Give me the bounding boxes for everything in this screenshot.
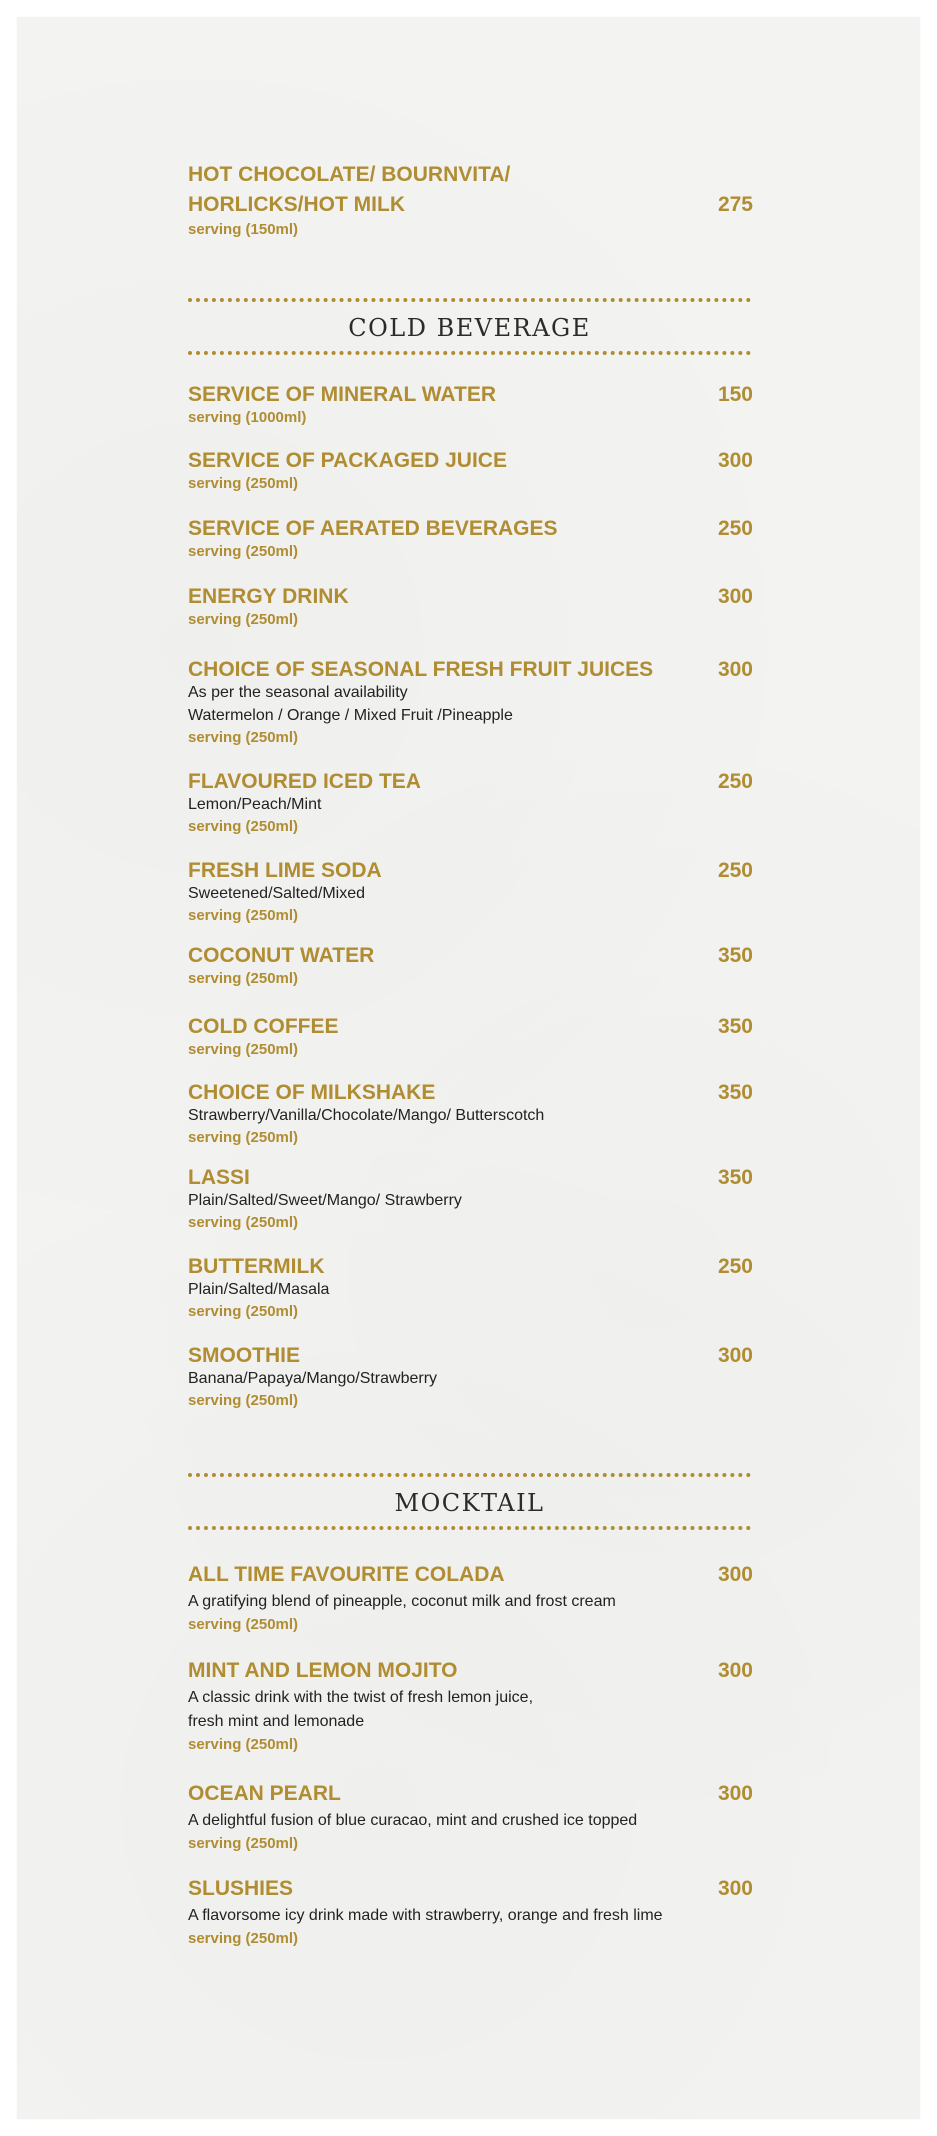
item-serving: serving (250ml) <box>188 1616 299 1633</box>
item-price: 300 <box>717 1563 753 1586</box>
item-title: SERVICE OF AERATED BEVERAGES <box>188 517 558 540</box>
item-serving: serving (250ml) <box>188 1736 299 1753</box>
item-description: Banana/Papaya/Mango/Strawberry <box>188 1370 438 1387</box>
item-title: OCEAN PEARL <box>188 1782 341 1805</box>
item-price: 350 <box>717 1166 753 1189</box>
dotted-divider <box>188 1526 751 1530</box>
item-price: 350 <box>717 944 753 967</box>
item-serving: serving (250ml) <box>188 611 299 628</box>
item-serving: serving (250ml) <box>188 1303 299 1320</box>
item-title: BUTTERMILK <box>188 1255 325 1278</box>
item-title: MINT AND LEMON MOJITO <box>188 1659 458 1682</box>
item-serving: serving (250ml) <box>188 907 299 924</box>
item-price: 150 <box>717 383 753 406</box>
item-price: 250 <box>717 1255 753 1278</box>
menu-item <box>188 1165 753 1235</box>
menu-item <box>188 1562 753 1637</box>
item-serving: serving (250ml) <box>188 1835 299 1852</box>
dotted-divider <box>188 351 751 355</box>
item-title: SMOOTHIE <box>188 1344 301 1367</box>
item-serving: serving (1000ml) <box>188 409 307 426</box>
item-price: 250 <box>717 770 753 793</box>
item-serving: serving (250ml) <box>188 1930 299 1947</box>
item-price: 300 <box>717 1659 753 1682</box>
item-description: Strawberry/Vanilla/Chocolate/Mango/ Butterscotch <box>188 1107 545 1124</box>
item-title: FLAVOURED ICED TEA <box>188 770 421 793</box>
item-title: SLUSHIES <box>188 1877 294 1900</box>
item-description: As per the seasonal availability <box>188 684 408 701</box>
menu-item <box>188 858 753 928</box>
item-description: Plain/Salted/Masala <box>188 1281 330 1298</box>
item-title: LASSI <box>188 1166 250 1189</box>
menu-item <box>188 516 753 566</box>
item-price: 300 <box>717 658 753 681</box>
item-title: CHOICE OF SEASONAL FRESH FRUIT JUICES <box>188 658 654 681</box>
item-price: 350 <box>717 1081 753 1104</box>
menu-item <box>188 657 753 752</box>
menu-item <box>188 943 753 993</box>
section-heading-cold-beverage: COLD BEVERAGE <box>348 314 591 342</box>
item-serving: serving (150ml) <box>188 221 299 238</box>
item-serving: serving (250ml) <box>188 818 299 835</box>
item-title: SERVICE OF MINERAL WATER <box>188 383 497 406</box>
menu-item <box>188 1876 753 1951</box>
item-description: Sweetened/Salted/Mixed <box>188 885 365 902</box>
item-description: fresh mint and lemonade <box>188 1713 365 1730</box>
item-description: A delightful fusion of blue curacao, mint and crushed ice topped <box>188 1812 638 1829</box>
item-title: COCONUT WATER <box>188 944 375 967</box>
menu-item-hot-chocolate <box>188 162 753 242</box>
item-price: 300 <box>717 585 753 608</box>
item-description: A gratifying blend of pineapple, coconut milk and frost cream <box>188 1593 616 1610</box>
item-price: 275 <box>717 193 753 216</box>
item-title: FRESH LIME SODA <box>188 859 382 882</box>
item-price: 350 <box>717 1015 753 1038</box>
item-serving: serving (250ml) <box>188 1392 299 1409</box>
item-serving: serving (250ml) <box>188 1129 299 1146</box>
item-serving: serving (250ml) <box>188 970 299 987</box>
item-serving: serving (250ml) <box>188 729 299 746</box>
menu-item <box>188 1343 753 1413</box>
item-serving: serving (250ml) <box>188 475 299 492</box>
item-serving: serving (250ml) <box>188 1041 299 1058</box>
item-title: HORLICKS/HOT MILK <box>188 193 405 216</box>
item-title: ALL TIME FAVOURITE COLADA <box>188 1563 505 1586</box>
item-price: 300 <box>717 1877 753 1900</box>
item-title: COLD COFFEE <box>188 1015 339 1038</box>
item-title: HOT CHOCOLATE/ BOURNVITA/ <box>188 163 511 186</box>
item-description: Plain/Salted/Sweet/Mango/ Strawberry <box>188 1192 462 1209</box>
item-description: Watermelon / Orange / Mixed Fruit /Pineapple <box>188 707 513 724</box>
item-price: 300 <box>717 449 753 472</box>
menu-item <box>188 1080 753 1150</box>
item-price: 250 <box>717 859 753 882</box>
dotted-divider <box>188 298 751 302</box>
dotted-divider <box>188 1473 751 1477</box>
item-title: ENERGY DRINK <box>188 585 349 608</box>
item-price: 300 <box>717 1782 753 1805</box>
menu-item <box>188 1254 753 1324</box>
item-price: 250 <box>717 517 753 540</box>
menu-item <box>188 584 753 634</box>
item-title: CHOICE OF MILKSHAKE <box>188 1081 436 1104</box>
item-title: SERVICE OF PACKAGED JUICE <box>188 449 507 472</box>
menu-item <box>188 382 753 432</box>
menu-item <box>188 1658 753 1758</box>
item-serving: serving (250ml) <box>188 543 299 560</box>
item-price: 300 <box>717 1344 753 1367</box>
menu-item <box>188 448 753 498</box>
item-serving: serving (250ml) <box>188 1214 299 1231</box>
menu-item <box>188 1014 753 1064</box>
item-description: A flavorsome icy drink made with strawberry, orange and fresh lime <box>188 1907 663 1924</box>
item-description: Lemon/Peach/Mint <box>188 796 322 813</box>
menu-item <box>188 1781 753 1856</box>
menu-item <box>188 769 753 839</box>
item-description: A classic drink with the twist of fresh lemon juice, <box>188 1689 534 1706</box>
section-heading-mocktail: MOCKTAIL <box>394 1489 545 1517</box>
